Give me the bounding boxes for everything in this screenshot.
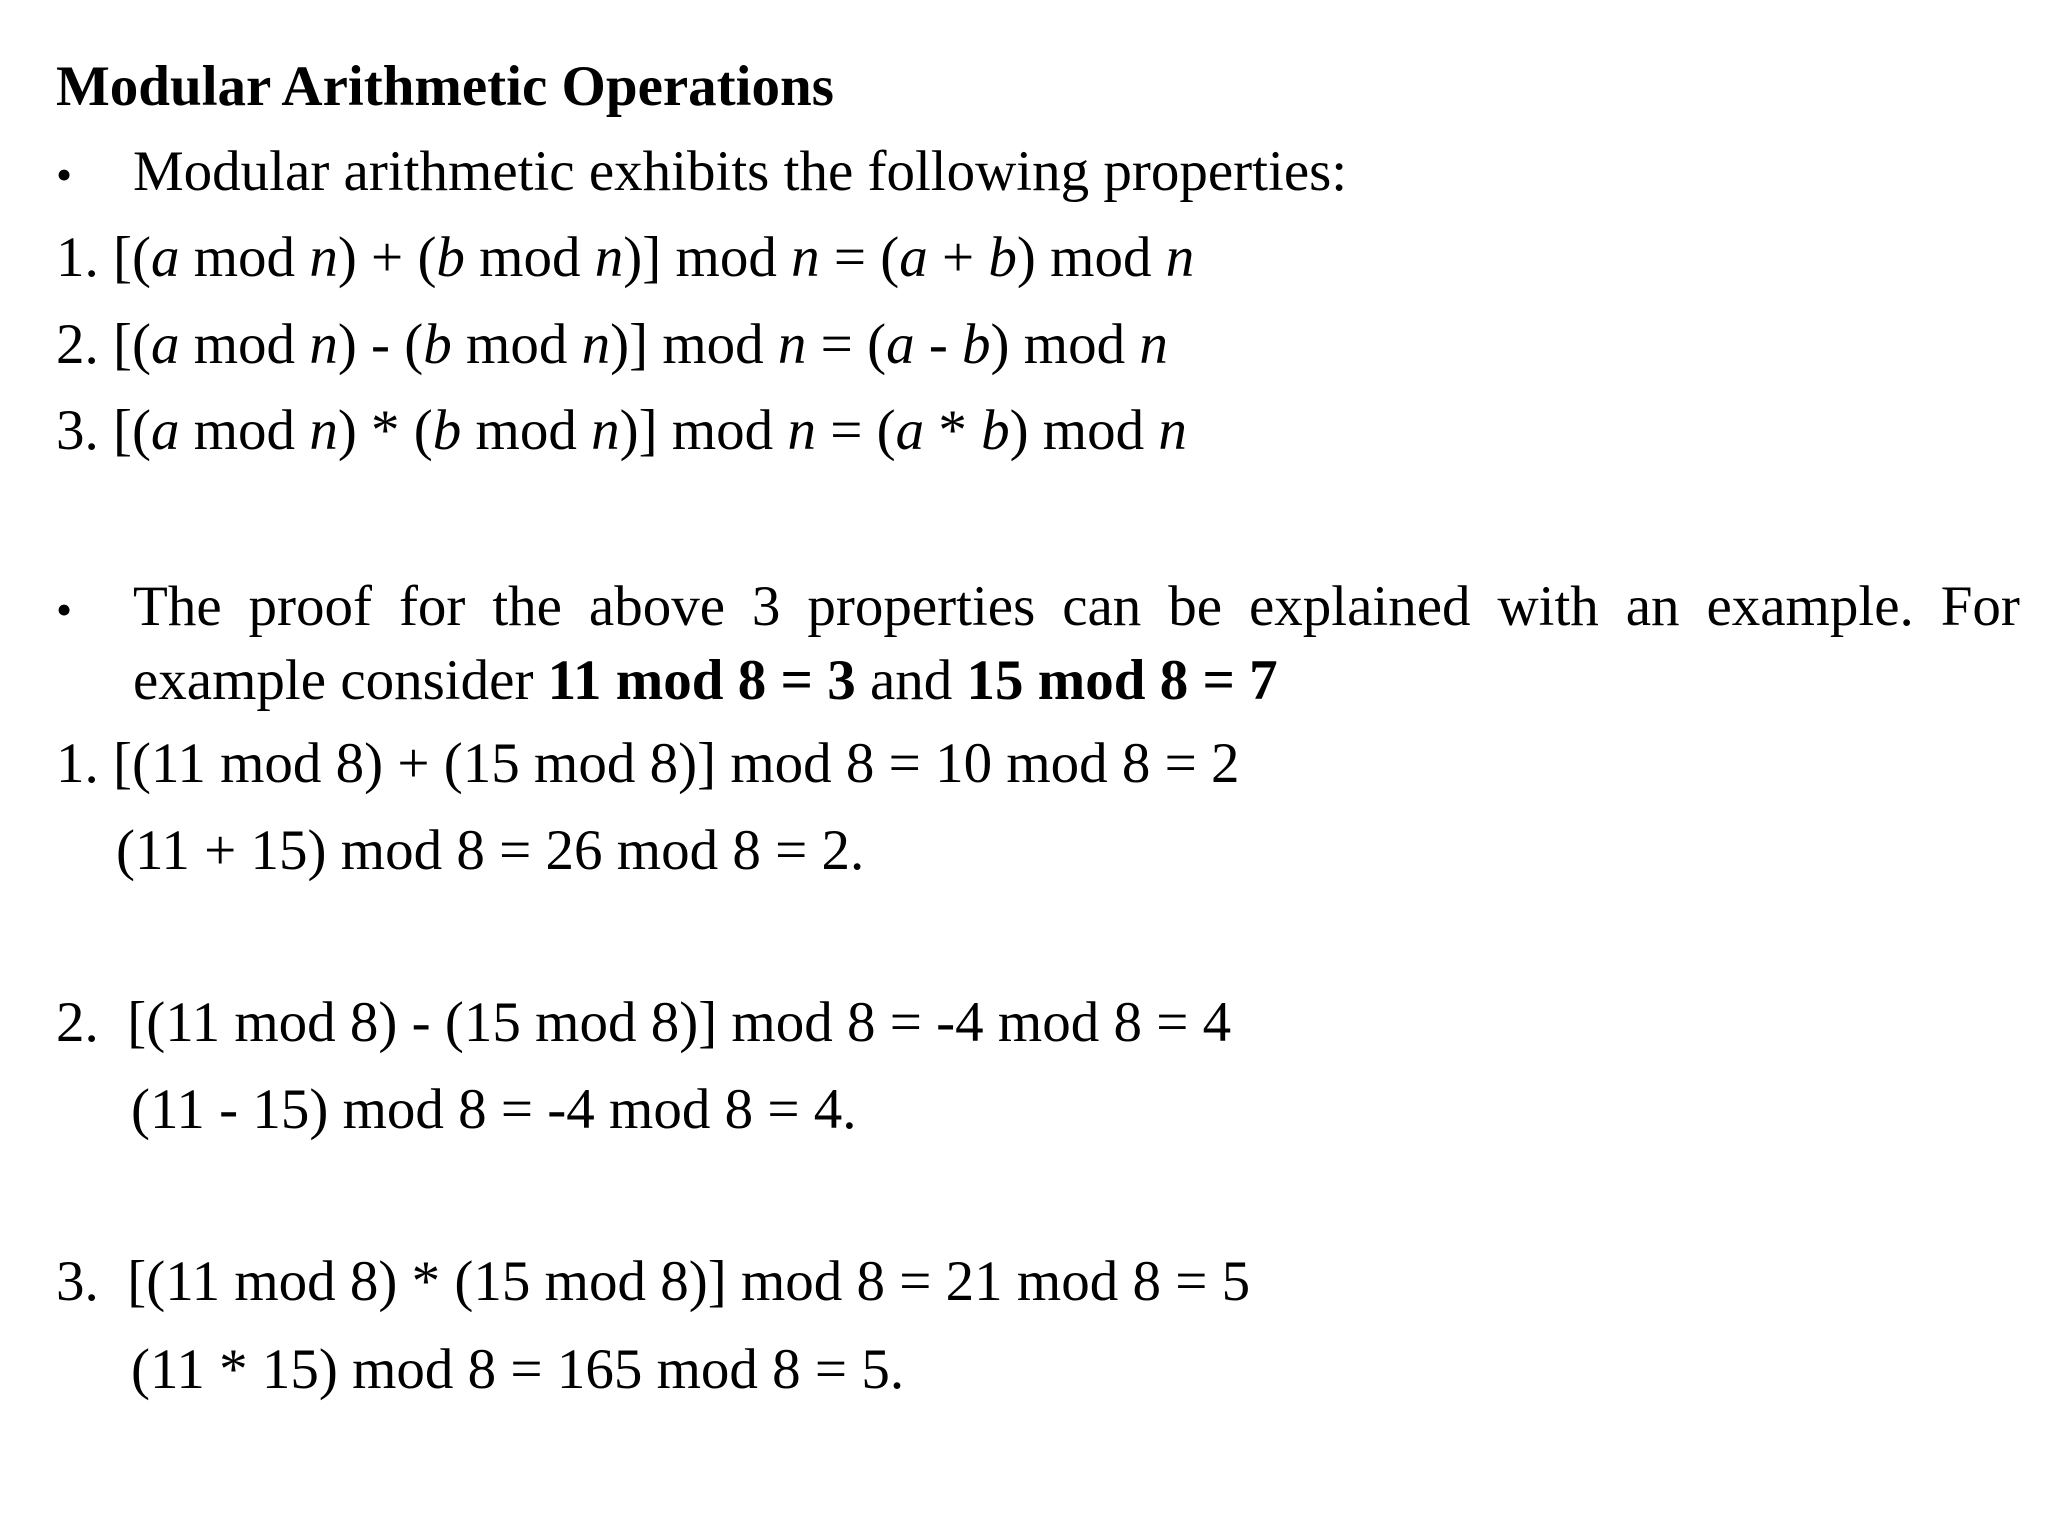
property-number: 2. [56, 313, 99, 376]
property-number: 1. [56, 226, 99, 289]
property-number: 3. [56, 399, 99, 462]
example-3-line-2: (11 * 15) mod 8 = 165 mod 8 = 5. [131, 1338, 905, 1401]
property-3 [56, 399, 1187, 462]
proof-line-1: The proof for the above 3 properties can be explained with an example. For [133, 575, 2020, 638]
proof-line-2: example consider 11 mod 8 = 3 and 15 mod 8 = 7 [133, 649, 1278, 712]
intro-text: Modular arithmetic exhibits the following properties: [133, 140, 1348, 203]
property-formula: [(a mod n) * (b mod n)] mod n = (a * b) mod n [113, 399, 1187, 462]
example-2-line-2: (11 - 15) mod 8 = -4 mod 8 = 4. [131, 1078, 857, 1141]
page-title: Modular Arithmetic Operations [56, 55, 834, 118]
example-1-line-2: (11 + 15) mod 8 = 26 mod 8 = 2. [116, 819, 865, 882]
property-formula: [(a mod n) - (b mod n)] mod n = (a - b) mod n [113, 313, 1168, 376]
property-2 [56, 313, 1168, 376]
example-1-line-1: 1. [(11 mod 8) + (15 mod 8)] mod 8 = 10 mod 8 = 2 [56, 732, 1240, 795]
example-2-line-1: 2. [(11 mod 8) - (15 mod 8)] mod 8 = -4 mod 8 = 4 [56, 991, 1232, 1054]
example-1-statement: 11 mod 8 = 3 [547, 649, 856, 712]
bullet-icon: • [56, 584, 73, 635]
example-3-line-1: 3. [(11 mod 8) * (15 mod 8)] mod 8 = 21 mod 8 = 5 [56, 1250, 1251, 1313]
property-formula: [(a mod n) + (b mod n)] mod n = (a + b) mod n [113, 226, 1195, 289]
property-1 [56, 226, 1195, 289]
bullet-icon: • [56, 149, 73, 200]
example-2-statement: 15 mod 8 = 7 [966, 649, 1278, 712]
